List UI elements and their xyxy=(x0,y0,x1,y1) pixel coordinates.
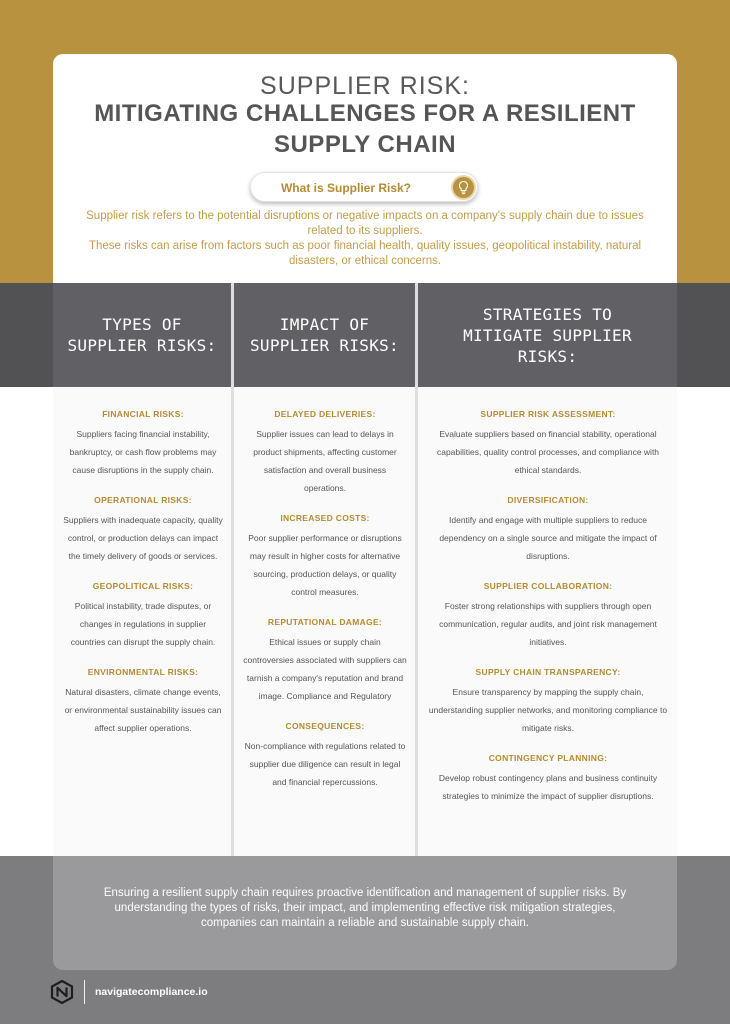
infographic-card xyxy=(53,54,677,970)
column-mitigation-strategies xyxy=(428,409,668,821)
navigate-compliance-logo-icon xyxy=(50,980,74,1004)
item-text: Non-compliance with regulations related to supplier due diligence can result in legal and financial repercussions. xyxy=(244,741,406,787)
closing-summary: Ensuring a resilient supply chain requires proactive identification and management of supplier risks. By understanding the types of risks, their impact, and implementing effective risk mitigation strategies, companies can maintain a reliable and sustainable supply chain. xyxy=(103,887,627,929)
strategy-item xyxy=(428,409,668,479)
item-title: CONSEQUENCES: xyxy=(285,721,365,731)
item-title: DIVERSIFICATION: xyxy=(507,495,589,505)
item-text: Ensure transparency by mapping the supply chain, understanding supplier networks, and monitoring compliance to mitigate risks. xyxy=(428,687,668,733)
item-text: Evaluate suppliers based on financial stability, operational capabilities, quality control processes, and compliance with ethical standards. xyxy=(436,429,660,475)
item-title: FINANCIAL RISKS: xyxy=(102,409,184,419)
item-title: CONTINGENCY PLANNING: xyxy=(488,753,608,763)
page-title-line2: MITIGATING CHALLENGES FOR A RESILIENT SUPPLY CHAIN xyxy=(94,100,636,158)
what-is-supplier-risk-pill xyxy=(250,172,478,202)
strategy-item xyxy=(428,667,668,737)
item-title: GEOPOLITICAL RISKS: xyxy=(92,581,194,591)
risk-type-item xyxy=(63,667,223,737)
item-text: Political instability, trade disputes, or changes in regulations in supplier countries can disrupt the supply chain. xyxy=(70,601,216,647)
pill-label: What is Supplier Risk? xyxy=(280,181,412,195)
intro-text xyxy=(75,209,655,269)
item-title: REPUTATIONAL DAMAGE: xyxy=(267,617,383,627)
strategy-item xyxy=(428,581,668,651)
lightbulb-icon xyxy=(453,177,474,198)
item-text: Identify and engage with multiple suppliers to reduce dependency on a single source and mitigate the impact of disruptions. xyxy=(439,515,657,561)
item-text: Poor supplier performance or disruptions may result in higher costs for alternative sourcing, production delays, or quality control measures. xyxy=(248,533,402,597)
column-heading-strategies: STRATEGIES TO MITIGATE SUPPLIER RISKS: xyxy=(463,304,632,366)
strategy-item xyxy=(428,495,668,565)
item-title: SUPPLY CHAIN TRANSPARENCY: xyxy=(475,667,621,677)
risk-type-item xyxy=(63,409,223,479)
risk-type-item xyxy=(63,495,223,565)
item-title: OPERATIONAL RISKS: xyxy=(94,495,192,505)
footer-separator xyxy=(84,980,85,1004)
item-text: Suppliers with inadequate capacity, quality control, or production delays can impact the timely delivery of goods or services. xyxy=(63,515,223,561)
column-heading-types: TYPES OF SUPPLIER RISKS: xyxy=(67,315,217,355)
item-title: INCREASED COSTS: xyxy=(280,513,370,523)
item-title: DELAYED DELIVERIES: xyxy=(274,409,376,419)
column-types-of-risks xyxy=(63,409,223,753)
item-title: ENVIRONMENTAL RISKS: xyxy=(87,667,199,677)
item-title: SUPPLIER COLLABORATION: xyxy=(483,581,613,591)
footer-brand-link[interactable]: navigatecompliance.io xyxy=(95,986,208,998)
intro-paragraph-1: Supplier risk refers to the potential disruptions or negative impacts on a company's supply chain due to issues related to its suppliers. xyxy=(86,210,644,237)
item-text: Develop robust contingency plans and business continuity strategies to minimize the impact of supplier disruptions. xyxy=(438,773,658,801)
impact-item xyxy=(243,513,407,601)
page-title-line1: SUPPLIER RISK: xyxy=(260,72,470,100)
item-text: Foster strong relationships with suppliers through open communication, regular audits, and joint risk management initiatives. xyxy=(439,601,657,647)
item-text: Ethical issues or supply chain controversies associated with suppliers can tarnish a company's reputation and brand image. Compliance and Regulatory xyxy=(243,637,407,701)
footer xyxy=(50,978,208,1006)
column-impact-of-risks xyxy=(243,409,407,807)
item-text: Suppliers facing financial instability, bankruptcy, or cash flow problems may cause disruptions in the supply chain. xyxy=(69,429,217,475)
strategy-item xyxy=(428,753,668,805)
intro-paragraph-2: These risks can arise from factors such as poor financial health, quality issues, geopolitical instability, natural disasters, or ethical concerns. xyxy=(88,240,642,267)
item-text: Supplier issues can lead to delays in product shipments, affecting customer satisfaction and overall business operations. xyxy=(253,429,397,493)
impact-item xyxy=(243,617,407,705)
impact-item xyxy=(243,721,407,791)
impact-item xyxy=(243,409,407,497)
item-text: Natural disasters, climate change events, or environmental sustainability issues can affect supplier operations. xyxy=(64,687,222,733)
risk-type-item xyxy=(63,581,223,651)
item-title: SUPPLIER RISK ASSESSMENT: xyxy=(480,409,616,419)
column-heading-impact: IMPACT OF SUPPLIER RISKS: xyxy=(250,315,399,355)
